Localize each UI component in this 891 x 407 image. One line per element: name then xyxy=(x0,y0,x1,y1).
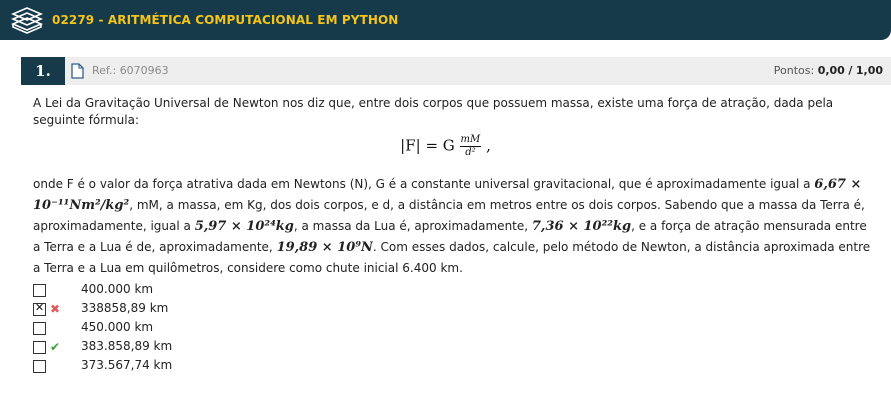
question-body xyxy=(33,174,873,278)
question-reference: Ref.: 6070963 xyxy=(92,64,169,77)
course-title: 02279 - ARITMÉTICA COMPUTACIONAL EM PYTHON xyxy=(52,13,399,27)
option-checkbox[interactable] xyxy=(33,360,46,373)
points-display xyxy=(774,64,883,77)
question-number: 1. xyxy=(21,57,65,85)
points-label: Pontos: xyxy=(773,64,815,77)
formula-lhs: |F| = G xyxy=(400,136,455,155)
points-separator: / xyxy=(848,64,853,77)
points-value: 0,00 xyxy=(817,64,845,77)
option-label: 450.000 km xyxy=(81,320,154,334)
body-text-1: onde F é o valor da força atrativa dada em Newtons (N), G é a constante universal gravitacional, que é aproximadamente igual a xyxy=(33,177,815,191)
option-label: 383.858,89 km xyxy=(81,339,173,353)
option-checkbox[interactable] xyxy=(33,284,46,297)
gravitation-formula xyxy=(0,134,891,159)
correct-check-icon: ✔ xyxy=(50,340,61,354)
option-label: 373.567,74 km xyxy=(81,358,173,372)
formula-numerator: mM xyxy=(460,134,481,145)
document-icon[interactable] xyxy=(71,63,84,79)
option-checkbox[interactable] xyxy=(33,341,46,354)
math-moon-mass: 7,36 × 10²²kg xyxy=(531,219,632,234)
option-label: 338858,89 km xyxy=(81,301,169,315)
points-max: 1,00 xyxy=(855,64,883,77)
option-checkbox[interactable] xyxy=(33,303,46,316)
course-header xyxy=(0,0,891,40)
formula-denominator: d² xyxy=(465,147,476,158)
wrong-x-icon: ✖ xyxy=(50,302,61,316)
math-force: 19,89 × 10⁹N xyxy=(276,240,373,255)
formula-fraction xyxy=(460,134,482,159)
option-checkbox[interactable] xyxy=(33,322,46,335)
question-bar xyxy=(21,57,891,85)
math-gravitational-constant: 6,67 × 10⁻¹¹Nm²/kg² xyxy=(33,177,862,213)
option-label: 400.000 km xyxy=(81,282,154,296)
body-text-3: , a massa da Lua é, aproximadamente, xyxy=(293,219,532,233)
body-text-2: , mM, a massa, em Kg, dos dois corpos, e d, a distância em metros entre os dois corpos. Sabendo que a massa da Terra é, aproximadamente, igual a xyxy=(33,198,865,233)
math-earth-mass: 5,97 × 10²⁴kg xyxy=(194,219,294,234)
question-intro: A Lei da Gravitação Universal de Newton nos diz que, entre dois corpos que possuem massa, existe uma força de atração, dada pela seguinte fórmula: xyxy=(33,96,834,127)
formula-tail: , xyxy=(486,136,491,155)
books-stack-icon xyxy=(10,6,44,34)
body-text-4: , e a força de atração mensurada entre a Terra e a Lua é de, aproximadamente, xyxy=(33,219,867,254)
body-text-5: . Com esses dados, calcule, pelo método de Newton, a distância aproximada entre a Terra e a Lua em quilômetros, considere como chute inicial 6.400 km. xyxy=(33,240,871,275)
